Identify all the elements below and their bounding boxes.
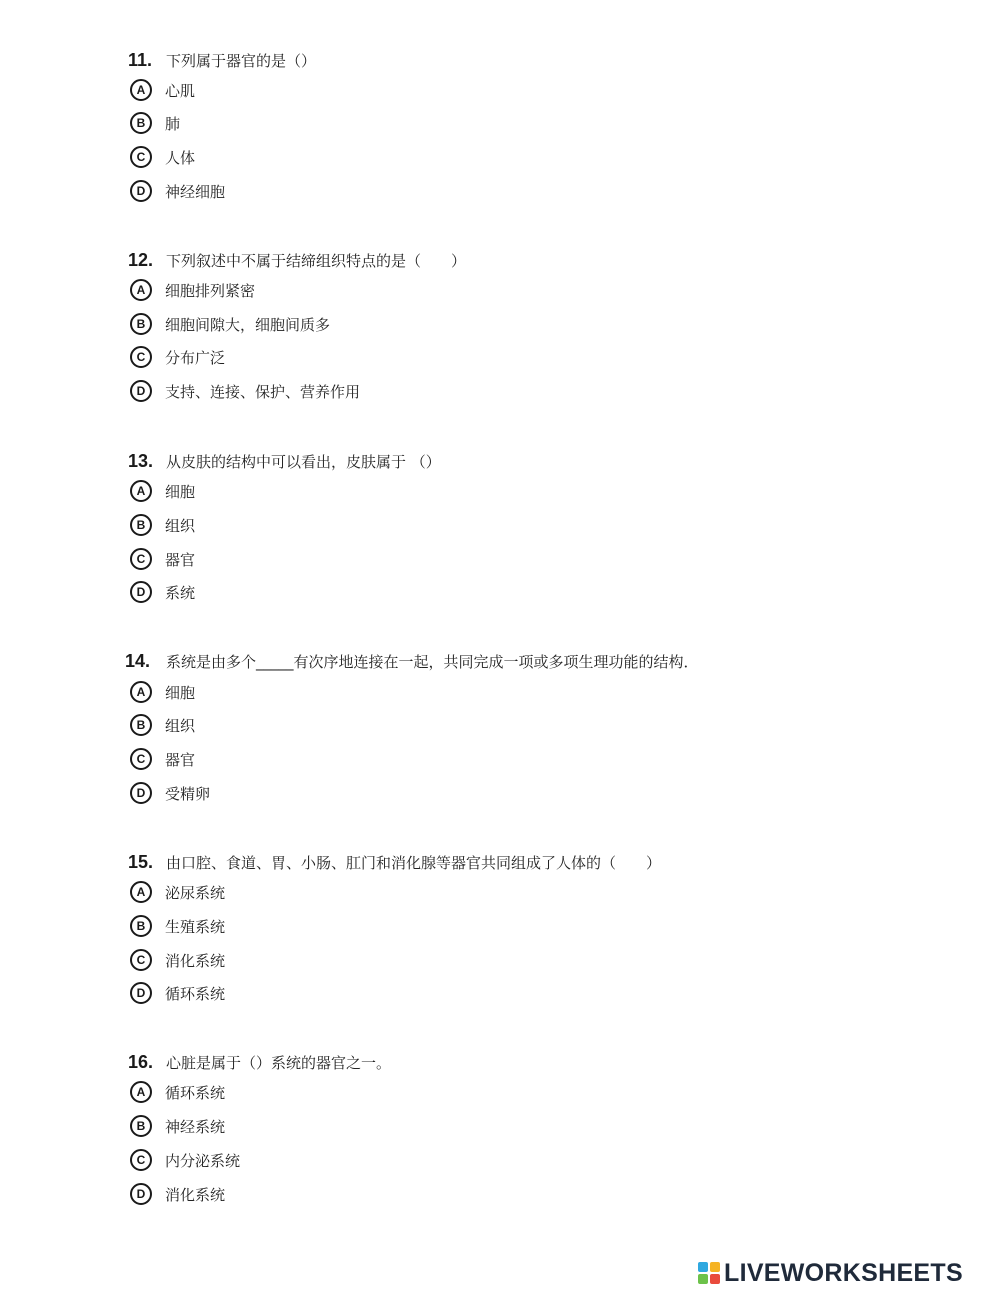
option-b-text: 组织 — [165, 716, 196, 735]
option-c-text: 消化系统 — [165, 951, 226, 970]
question-header — [128, 448, 441, 474]
option-d-text: 神经细胞 — [165, 182, 226, 201]
logo-text: LIVEWORKSHEETS — [724, 1258, 963, 1287]
option-c-circle[interactable]: C — [130, 949, 152, 971]
option-c-circle[interactable]: C — [130, 748, 152, 770]
option-a-text: 细胞排列紧密 — [165, 281, 256, 300]
option-c-text: 器官 — [165, 550, 196, 569]
option-c-circle[interactable]: C — [130, 346, 152, 368]
option-d-text: 消化系统 — [165, 1185, 226, 1204]
question-header — [125, 648, 699, 674]
option-b-text: 细胞间隙大，细胞间质多 — [165, 315, 331, 334]
option-a-text: 循环系统 — [165, 1083, 226, 1102]
option-a-circle[interactable]: A — [130, 279, 152, 301]
question-header — [128, 247, 466, 273]
option-b-text: 组织 — [165, 516, 196, 535]
option-d-circle[interactable]: D — [130, 982, 152, 1004]
option-c[interactable] — [130, 344, 225, 370]
option-c-text: 器官 — [165, 750, 196, 769]
option-b-text: 生殖系统 — [165, 917, 226, 936]
option-c[interactable] — [130, 947, 225, 973]
option-a-text: 细胞 — [165, 683, 196, 702]
option-b-circle[interactable]: B — [130, 313, 152, 335]
option-a[interactable] — [130, 679, 195, 705]
option-d-text: 循环系统 — [165, 984, 226, 1003]
option-a[interactable] — [130, 77, 195, 103]
question-header — [128, 1049, 391, 1075]
option-d-circle[interactable]: D — [130, 180, 152, 202]
question-text: 系统是由多个_____有次序地连接在一起，共同完成一项或多项生理功能的结构． — [166, 652, 699, 671]
option-b-circle[interactable]: B — [130, 714, 152, 736]
option-b-text: 肺 — [165, 114, 181, 133]
option-d[interactable] — [130, 980, 225, 1006]
logo-tile-1 — [698, 1262, 708, 1272]
option-d-circle[interactable]: D — [130, 782, 152, 804]
logo-tile-4 — [710, 1274, 720, 1284]
option-b[interactable] — [130, 512, 195, 538]
option-a-circle[interactable]: A — [130, 881, 152, 903]
option-c[interactable] — [130, 144, 195, 170]
option-d[interactable] — [130, 378, 360, 404]
option-c[interactable] — [130, 546, 195, 572]
question-number: 16. — [128, 1051, 154, 1072]
option-c-text: 分布广泛 — [165, 348, 226, 367]
question-text: 由口腔、食道、胃、小肠、肛门和消化腺等器官共同组成了人体的（ ） — [166, 853, 662, 872]
question-header — [128, 47, 316, 73]
question-text: 下列属于器官的是（） — [166, 51, 317, 70]
question-number: 15. — [128, 851, 154, 872]
option-b-circle[interactable]: B — [130, 915, 152, 937]
option-d-circle[interactable]: D — [130, 581, 152, 603]
option-d-text: 系统 — [165, 583, 196, 602]
option-c-circle[interactable]: C — [130, 146, 152, 168]
option-a-circle[interactable]: A — [130, 1081, 152, 1103]
option-a-circle[interactable]: A — [130, 480, 152, 502]
logo-tile-2 — [710, 1262, 720, 1272]
option-a[interactable] — [130, 879, 225, 905]
option-b-circle[interactable]: B — [130, 514, 152, 536]
question-text: 从皮肤的结构中可以看出，皮肤属于 （） — [166, 452, 441, 471]
option-a-text: 心肌 — [165, 81, 196, 100]
option-a-text: 细胞 — [165, 482, 196, 501]
option-d[interactable] — [130, 178, 225, 204]
question-text: 下列叙述中不属于结缔组织特点的是（ ） — [166, 251, 467, 270]
option-d-circle[interactable]: D — [130, 1183, 152, 1205]
logo-tile-3 — [698, 1274, 708, 1284]
option-d-text: 支持、连接、保护、营养作用 — [165, 382, 361, 401]
option-a-text: 泌尿系统 — [165, 883, 226, 902]
option-c[interactable] — [130, 1147, 240, 1173]
option-c-text: 人体 — [165, 148, 196, 167]
question-number: 13. — [128, 450, 154, 471]
option-a[interactable] — [130, 1079, 225, 1105]
question-text: 心脏是属于（）系统的器官之一。 — [166, 1053, 392, 1072]
question-number: 11. — [128, 49, 153, 70]
question-header — [128, 849, 661, 875]
option-a-circle[interactable]: A — [130, 79, 152, 101]
option-b[interactable] — [130, 110, 180, 136]
liveworksheets-logo — [698, 1259, 963, 1287]
option-d[interactable] — [130, 1181, 225, 1207]
option-d[interactable] — [130, 579, 195, 605]
option-b[interactable] — [130, 913, 225, 939]
option-b[interactable] — [130, 311, 330, 337]
option-b[interactable] — [130, 712, 195, 738]
option-c-circle[interactable]: C — [130, 548, 152, 570]
option-a-circle[interactable]: A — [130, 681, 152, 703]
logo-icon — [698, 1262, 720, 1284]
option-d-circle[interactable]: D — [130, 380, 152, 402]
option-d-text: 受精卵 — [165, 784, 211, 803]
option-b[interactable] — [130, 1113, 225, 1139]
option-a[interactable] — [130, 277, 255, 303]
option-b-circle[interactable]: B — [130, 1115, 152, 1137]
option-b-text: 神经系统 — [165, 1117, 226, 1136]
option-c-text: 内分泌系统 — [165, 1151, 241, 1170]
option-a[interactable] — [130, 478, 195, 504]
option-d[interactable] — [130, 780, 210, 806]
option-c-circle[interactable]: C — [130, 1149, 152, 1171]
option-c[interactable] — [130, 746, 195, 772]
question-number: 12. — [128, 249, 154, 270]
option-b-circle[interactable]: B — [130, 112, 152, 134]
question-number: 14. — [125, 650, 151, 671]
